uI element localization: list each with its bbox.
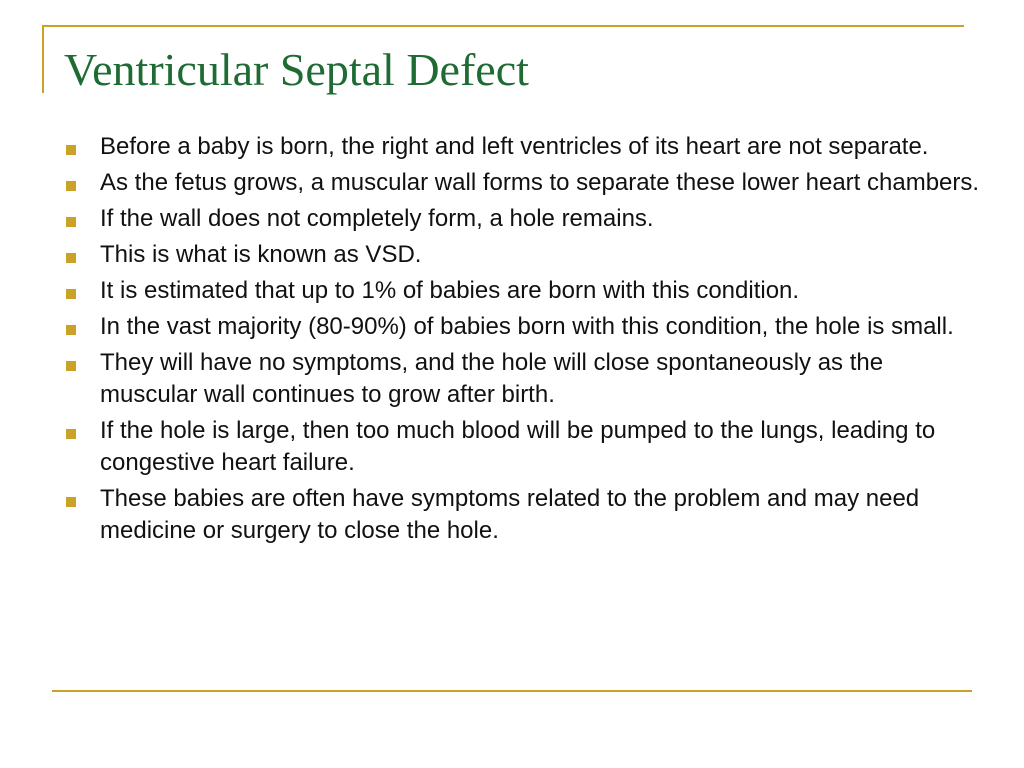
- bullet-text: These babies are often have symptoms related to the problem and may need medicine or surgery to close the hole.: [100, 485, 920, 544]
- bullet-item: [64, 275, 984, 307]
- bullet-list: [64, 131, 984, 551]
- square-bullet-icon: [66, 289, 76, 299]
- bullet-text: As the fetus grows, a muscular wall forms to separate these lower heart chambers.: [100, 169, 980, 196]
- bullet-text: If the wall does not completely form, a hole remains.: [100, 205, 654, 232]
- frame-top-rule: [42, 25, 964, 27]
- square-bullet-icon: [66, 361, 76, 371]
- bullet-item: [64, 203, 984, 235]
- bullet-item: [64, 239, 984, 271]
- square-bullet-icon: [66, 181, 76, 191]
- square-bullet-icon: [66, 253, 76, 263]
- slide-title: Ventricular Septal Defect: [64, 44, 529, 95]
- bullet-text: In the vast majority (80-90%) of babies born with this condition, the hole is small.: [100, 313, 954, 340]
- square-bullet-icon: [66, 497, 76, 507]
- frame-left-rule: [42, 25, 44, 93]
- bullet-text: They will have no symptoms, and the hole will close spontaneously as the muscular wall continues to grow after birth.: [100, 349, 884, 408]
- bullet-text: It is estimated that up to 1% of babies are born with this condition.: [100, 277, 800, 304]
- bullet-item: [64, 167, 984, 199]
- bullet-item: [64, 131, 984, 163]
- square-bullet-icon: [66, 145, 76, 155]
- bullet-item: [64, 347, 984, 411]
- bullet-item: [64, 415, 984, 479]
- bullet-text: This is what is known as VSD.: [100, 241, 422, 268]
- square-bullet-icon: [66, 429, 76, 439]
- bullet-text: If the hole is large, then too much blood will be pumped to the lungs, leading to congestive heart failure.: [100, 417, 936, 476]
- square-bullet-icon: [66, 325, 76, 335]
- bullet-item: [64, 483, 984, 547]
- bullet-text: Before a baby is born, the right and left ventricles of its heart are not separate.: [100, 133, 929, 160]
- bullet-item: [64, 311, 984, 343]
- square-bullet-icon: [66, 217, 76, 227]
- bottom-rule: [52, 690, 972, 692]
